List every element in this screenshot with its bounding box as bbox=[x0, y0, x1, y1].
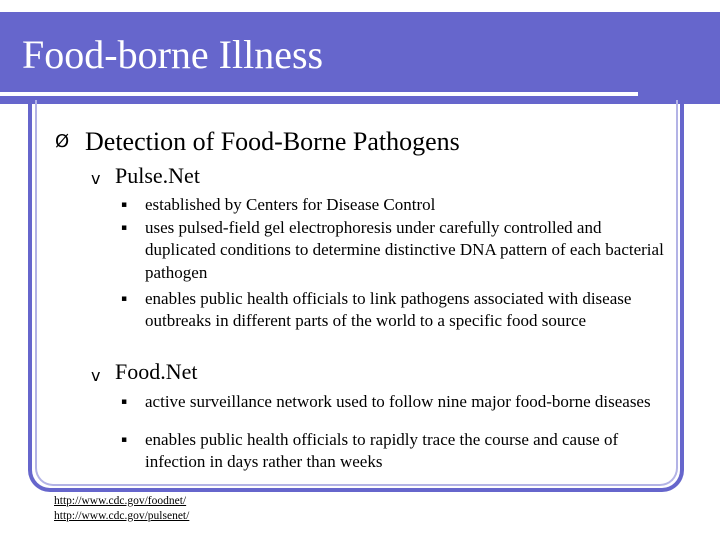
reference-link-pulsenet[interactable]: http://www.cdc.gov/pulsenet/ bbox=[54, 510, 190, 522]
heading-bullet: Detection of Food-Borne Pathogens bbox=[85, 127, 460, 156]
reference-link-foodnet[interactable]: http://www.cdc.gov/foodnet/ bbox=[54, 495, 187, 507]
section-label-pulsenet: Pulse.Net bbox=[115, 163, 200, 188]
square-bullet-icon: ▪ bbox=[121, 435, 128, 445]
list-item-text: established by Centers for Disease Control bbox=[145, 195, 436, 214]
square-bullet-icon: ▪ bbox=[121, 223, 128, 233]
list-item-text: active surveillance network used to follow nine major food-borne diseases bbox=[145, 392, 651, 411]
square-bullet-icon: ▪ bbox=[121, 397, 128, 407]
list-item-text: uses pulsed-field gel electrophoresis under carefully controlled and duplicated conditions to determine distinctive DNA pattern of each bacterial pathogen bbox=[145, 218, 664, 282]
diamond-bullet-icon: v bbox=[91, 169, 101, 188]
list-item-text: enables public health officials to rapidly trace the course and cause of infection in days rather than weeks bbox=[145, 430, 619, 472]
list-item-text: enables public health officials to link pathogens associated with disease outbreaks in different parts of the world to a specific food source bbox=[145, 289, 632, 331]
arrowhead-bullet-icon: Ø bbox=[55, 131, 70, 152]
diamond-bullet-icon: v bbox=[91, 366, 101, 385]
section-label-foodnet: Food.Net bbox=[115, 359, 198, 384]
slide-title: Food-borne Illness bbox=[22, 32, 324, 77]
square-bullet-icon: ▪ bbox=[121, 294, 128, 304]
square-bullet-icon: ▪ bbox=[121, 200, 128, 210]
